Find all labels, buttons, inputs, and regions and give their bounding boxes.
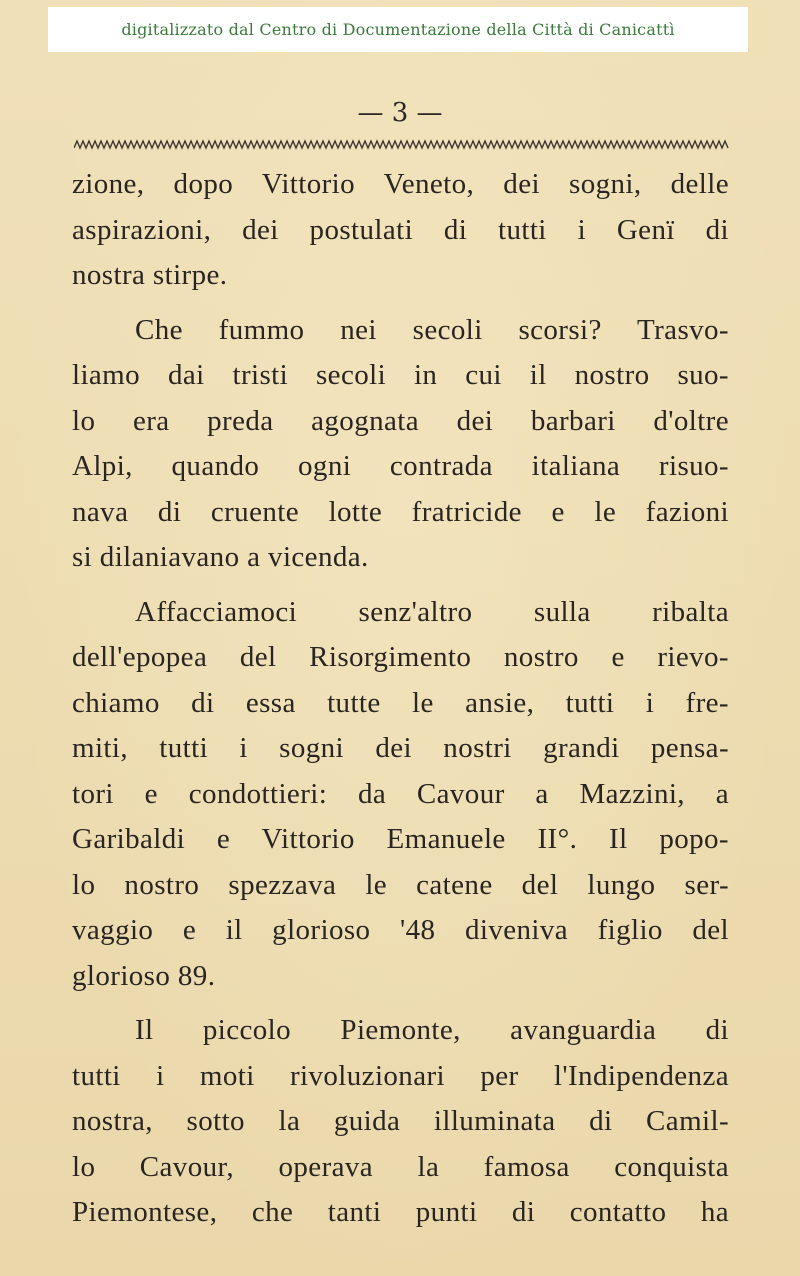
text-line: Che fummo nei secoli scorsi? Trasvo-: [135, 313, 729, 346]
text-line: Affacciamoci senz'altro sulla ribalta: [135, 595, 729, 628]
paragraph-3: [72, 590, 729, 1000]
text-line: nava di cruente lotte fratricide e le fazioni: [72, 495, 729, 528]
text-line: glorioso 89.: [72, 959, 216, 992]
text-line: lo nostro spezzava le catene del lungo ser-: [72, 868, 729, 901]
text-line: miti, tutti i sogni dei nostri grandi pensa-: [72, 732, 729, 764]
text-line: Alpi, quando ogni contrada italiana risuo-: [72, 450, 729, 482]
watermark-text: digitalizzato dal Centro di Documentazione della Città di Canicattì: [121, 20, 675, 39]
text-line: tori e condottieri: da Cavour a Mazzini, a: [72, 777, 729, 810]
paragraph-1: [72, 162, 729, 299]
text-line: lo era preda agognata dei barbari d'oltre: [72, 404, 729, 437]
text-line: nostra stirpe.: [72, 259, 228, 291]
text-line: aspirazioni, dei postulati di tutti i Genï di: [72, 213, 729, 246]
paragraph-4: [72, 1008, 729, 1236]
text-line: nostra, sotto la guida illuminata di Camil-: [72, 1105, 729, 1137]
text-line: zione, dopo Vittorio Veneto, dei sogni, delle: [72, 168, 729, 200]
watermark-banner: [48, 7, 748, 52]
body-text: [72, 162, 729, 1245]
text-line: lo Cavour, operava la famosa conquista: [72, 1150, 729, 1183]
text-line: tutti i moti rivoluzionari per l'Indipendenza: [72, 1059, 729, 1092]
wavy-rule-divider: [74, 138, 730, 152]
page-number: — 3 —: [357, 98, 443, 128]
text-line: Piemontese, che tanti punti di contatto ha: [72, 1196, 729, 1228]
text-line: vaggio e il glorioso '48 diveniva figlio del: [72, 914, 729, 946]
text-line: liamo dai tristi secoli in cui il nostro suo-: [72, 359, 729, 391]
text-line: Garibaldi e Vittorio Emanuele II°. Il popo-: [72, 823, 729, 855]
paragraph-2: [72, 308, 729, 581]
text-line: dell'epopea del Risorgimento nostro e rievo-: [72, 641, 729, 673]
text-line: chiamo di essa tutte le ansie, tutti i fre-: [72, 686, 729, 719]
text-line: Il piccolo Piemonte, avanguardia di: [135, 1014, 729, 1046]
text-line: si dilaniavano a vicenda.: [72, 541, 369, 573]
